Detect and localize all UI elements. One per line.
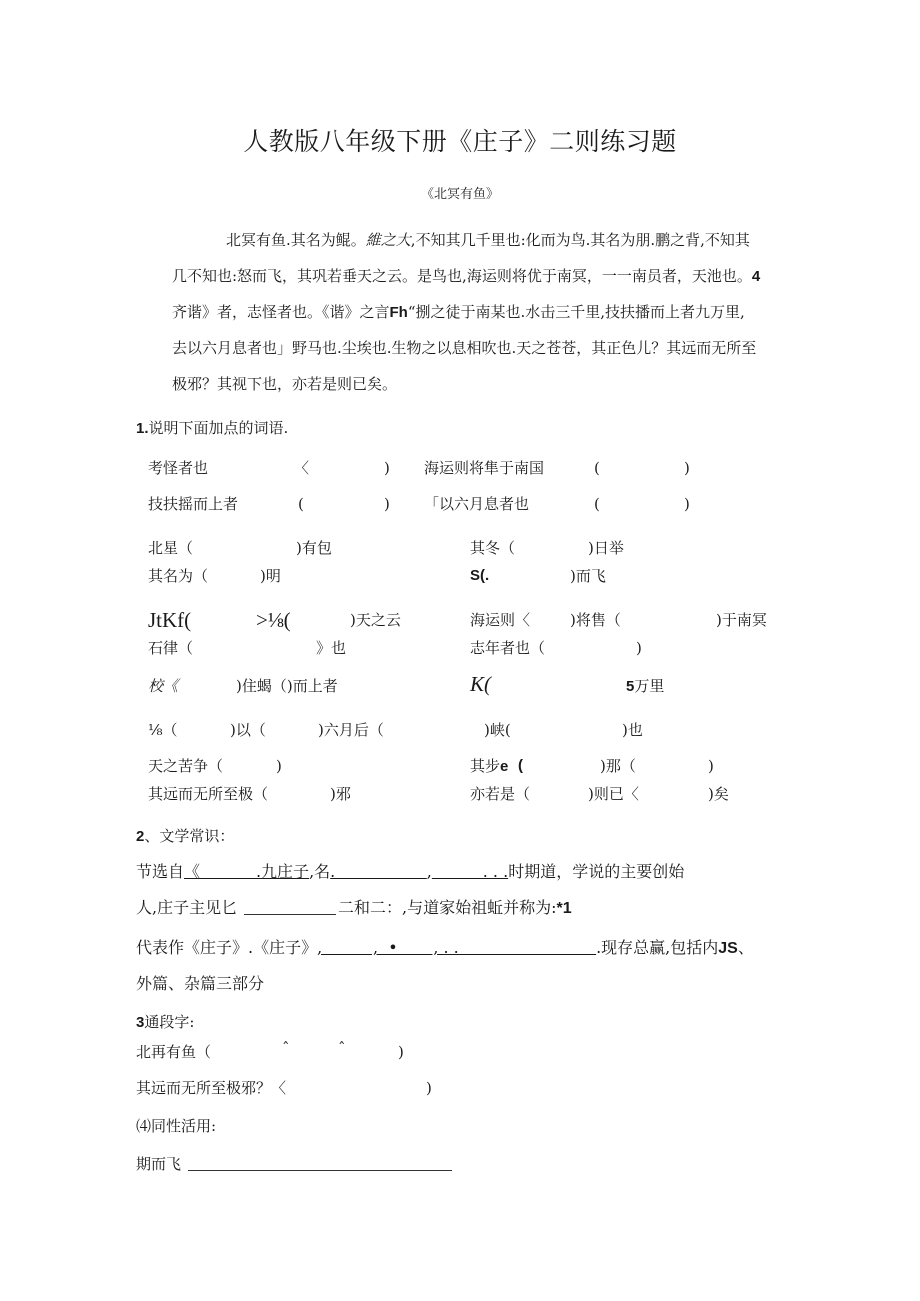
q1-r10-b1: 亦若是（ xyxy=(470,785,531,803)
q2-blank-line[interactable] xyxy=(244,914,336,915)
q1-r3-a2: )有包 xyxy=(296,539,332,557)
passage-line-5: 极邪？其视下也，亦若是则已矣。 xyxy=(172,375,398,393)
q1-r1-b-open: ( xyxy=(594,459,600,477)
q1-r4-a1: 其名为（ xyxy=(148,567,209,585)
q3-line-4: 期而飞 xyxy=(136,1155,182,1173)
q1-r9-b2: )那（ xyxy=(600,757,636,775)
q2-blank-source[interactable]: 《 .九庄子 xyxy=(184,862,310,881)
q3-line-2-b: ) xyxy=(426,1079,432,1097)
q2-line-2: 人,庄子主见匕 xyxy=(136,898,238,917)
q1-r6-a1: 石律（ xyxy=(148,639,194,657)
q1-r4-a2: )明 xyxy=(260,567,281,585)
page-title: 人教版八年级下册《庄子》二则练习题 xyxy=(243,127,677,156)
q1-r6-b1: 志年者也（ xyxy=(470,639,546,657)
q1-r7-b-num: 5万里 xyxy=(626,677,665,695)
q3-line-1-a: 北再有鱼（ xyxy=(136,1043,212,1061)
q3-line-2-a: 其远而无所至极邪？〈 xyxy=(136,1079,287,1097)
q1-r7-a2: )住蝎（)而上者 xyxy=(236,677,338,695)
q1-r8-a2: )以（ xyxy=(230,721,266,739)
q2-blank-name[interactable]: . xyxy=(330,862,427,881)
q1-r7-a1: 校《 xyxy=(148,677,179,695)
q3-mark-1: ˆ xyxy=(282,1039,290,1057)
q1-r5-b3: )于南冥 xyxy=(716,611,767,629)
q1-r2-b-label: 「以六月息者也 xyxy=(424,495,530,513)
q3-line-3: ⑷同性活用: xyxy=(136,1117,217,1135)
q2-blank-era[interactable]: . . . xyxy=(431,862,509,881)
passage-line-2: 几不知也:怒而飞，其巩若垂天之云。是鸟也,海运则将优于南冥，一一南员者，天池也。4 xyxy=(172,267,761,285)
q3-line-1-b: ) xyxy=(398,1043,404,1061)
q2-line-2b: 二和二：,与道家始祖蚯并称为:*1 xyxy=(338,898,572,917)
q1-r10-b2: )则已〈 xyxy=(588,785,639,803)
q1-r5-b1: 海运则〈 xyxy=(470,611,531,629)
q1-r5-b2: )将售（ xyxy=(570,611,621,629)
q1-r9-b3: ) xyxy=(708,757,714,775)
q1-r10-a1: 其远而无所至极（ xyxy=(148,785,269,803)
q1-r3-a1: 北星（ xyxy=(148,539,194,557)
q1-r10-a2: )邪 xyxy=(330,785,351,803)
passage-line-4: 去以六月息者也」野马也.尘埃也.生物之以息相吹也.天之苍苍，其正色儿？其远而无所至 xyxy=(172,339,757,357)
q3-answer-line[interactable] xyxy=(188,1170,452,1171)
q1-r6-b2: ) xyxy=(636,639,642,657)
q1-r5-a1: JtKf( xyxy=(148,608,192,632)
q1-r1-a-open: 〈 xyxy=(294,459,310,477)
q1-r10-b3: )矣 xyxy=(708,785,729,803)
q1-r2-b-close: ) xyxy=(684,495,690,513)
q1-r9-b1: 其步e xyxy=(470,757,509,775)
q1-r8-a3: )六月后（ xyxy=(318,721,384,739)
q2-line-4: 外篇、杂篇三部分 xyxy=(136,974,265,993)
q1-r4-b2: )而飞 xyxy=(570,567,606,585)
question-3-heading: 3通段字: xyxy=(136,1013,195,1031)
passage-line-3: 齐谐》者，志怪者也。《谐》之言Fh“捌之徒于南某也.水击三千里,技扶播而上者九万里, xyxy=(172,303,745,321)
q2-line-3: 代表作《庄子》.《庄子》, , • , . . .现存总赢,包括内JS、 xyxy=(136,938,754,957)
q3-mark-2: ˆ xyxy=(338,1039,346,1057)
passage-subtitle: 《北冥有鱼》 xyxy=(420,187,499,202)
passage-line-1: 北冥有鱼.其名为鲲。維之大,不知其几千里也:化而为鸟.其名为朋.鹏之背,不知其 xyxy=(226,231,750,249)
q1-r8-a5: )也 xyxy=(622,721,643,739)
q1-r2-b-open: ( xyxy=(594,495,600,513)
q1-r1-b-label: 海运则将隼于南国 xyxy=(424,459,545,477)
q1-r5-a2: >⅛( xyxy=(256,608,291,632)
q1-r4-b1: S(. xyxy=(470,567,490,584)
q1-r2-a-close: ) xyxy=(384,495,390,513)
q2-line-1: 节选自《 .九庄子,名. , . . .时期道，学说的主要创始 xyxy=(136,862,685,881)
q1-r9-a1: 天之苦争（ xyxy=(148,757,224,775)
q1-r3-b2: )日举 xyxy=(588,539,624,557)
q1-r1-a-label: 考怪者也 xyxy=(148,459,209,477)
q1-r6-a2: 》也 xyxy=(316,639,347,657)
q1-r2-a-label: 技扶摇而上者 xyxy=(148,495,239,513)
q1-r8-a4: )峡( xyxy=(484,721,511,739)
q1-r1-b-close: ) xyxy=(684,459,690,477)
q2-blank-works[interactable]: , , • , . . xyxy=(317,938,597,957)
q1-r5-a3: )天之云 xyxy=(350,611,401,629)
q1-r7-b1: K( xyxy=(470,672,491,696)
q1-r8-a1: ⅛（ xyxy=(148,721,178,739)
q1-r9-a2: ) xyxy=(276,757,282,775)
q1-r3-b1: 其冬（ xyxy=(470,539,516,557)
question-1-heading: 1.说明下面加点的词语. xyxy=(136,419,289,437)
question-2-heading: 2、文学常识： xyxy=(136,827,235,845)
q1-r2-a-open: ( xyxy=(298,495,304,513)
q1-r1-a-close: ) xyxy=(384,459,390,477)
q1-r9-b-open: ( xyxy=(518,757,523,774)
